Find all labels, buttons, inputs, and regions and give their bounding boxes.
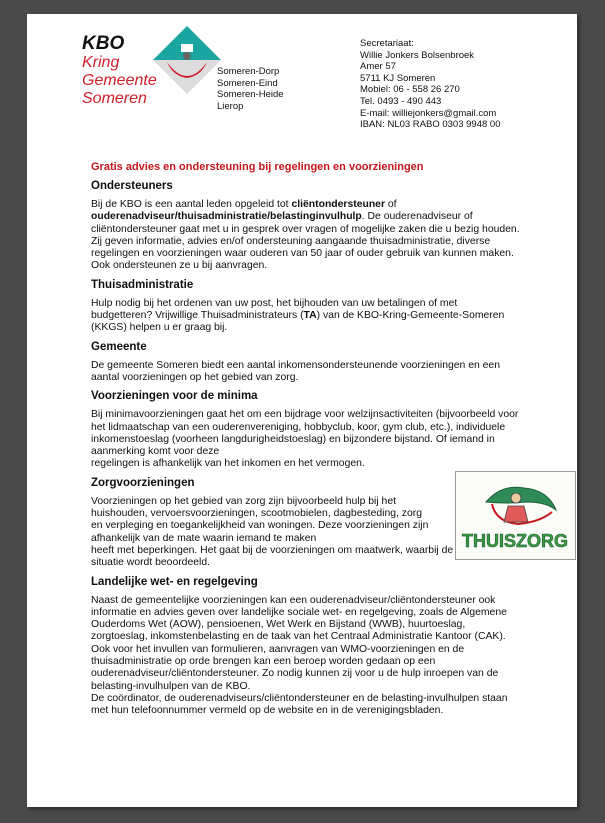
minima-paragraph-end: regelingen is afhankelijk van het inkomen en het vermogen.: [91, 458, 365, 470]
secretariat-name: Willie Jonkers Bolsenbroek: [360, 49, 475, 61]
thuiszorg-illustration: [455, 471, 576, 560]
main-content: [91, 161, 521, 724]
section-title-zorg: Zorgvoorzieningen: [91, 476, 195, 489]
landelijke-paragraph-end: De coördinator, de ouderenadviseurs/cliëntondersteuner en de belasting-invulhulpen staan met hun telefoonnummer vermeld op de website en in de verenigingsbladen.: [91, 692, 508, 717]
intro-heading: Gratis advies en ondersteuning bij regelingen en voorzieningen: [91, 161, 424, 173]
place-item: Lierop: [217, 100, 244, 112]
gemeente-paragraph: De gemeente Someren biedt een aantal inkomensondersteunende voorzieningen en een aantal voorzieningen op het gebied van zorg.: [91, 359, 500, 383]
secretariat-mobile: Mobiel: 06 - 558 26 270: [360, 84, 460, 96]
brand-line-3: Someren: [82, 90, 147, 107]
kbo-logo: [147, 22, 227, 102]
zorg-paragraph: Voorzieningen op het gebied van zorg zijn bijvoorbeeld hulp bij het huishouden, vervoersvoorzieningen, scootmobielen, dagbesteding, zorg en verpleging en toegankelijkheid van woningen. Deze voorzieningen zijn afhankelijk van de mate waarin iemand te maken: [91, 495, 429, 544]
brand-line-2: Gemeente: [82, 72, 157, 89]
place-item: Someren-Heide: [217, 89, 284, 100]
section-title-landelijke: Landelijke wet- en regelgeving: [91, 575, 258, 588]
section-title-minima: Voorzieningen voor de minima: [91, 390, 258, 403]
brand-kbo: KBO: [82, 33, 125, 54]
secretariat-address: [360, 38, 500, 131]
document-page: [27, 14, 577, 807]
svg-text:THUISZORG: THUISZORG: [462, 531, 568, 551]
place-item: Someren-Dorp: [217, 66, 280, 77]
zorg-paragraph-end: heeft met beperkingen. Het gaat bij de voorzieningen om maatwerk, waarbij de specifieke situatie wordt beoordeeld.: [91, 544, 503, 569]
secretariat-phone: Tel. 0493 - 490 443: [360, 95, 442, 107]
place-item: Someren-Eind: [217, 77, 278, 89]
secretariat-heading: Secretariaat:: [360, 38, 414, 49]
secretariat-iban: IBAN: NL03 RABO 0303 9948 00: [360, 119, 501, 131]
secretariat-street: Amer 57: [360, 61, 396, 73]
secretariat-city: 5711 KJ Someren: [360, 72, 436, 84]
minima-paragraph: Bij minimavoorzieningen gaat het om een bijdrage voor welzijnsactiviteiten (bijvoorbeeld voor het lidmaatschap van een ouderenvereniging, hobbyclub, koor, gym club, etc.), individuele inkomenstoeslag (voorheen langdurigheidstoeslag) en bijzondere bijstand. Of iemand in aanmerking komt voor deze: [91, 409, 519, 458]
ondersteuners-paragraph: Bij de KBO is een aantal leden opgeleid tot cliëntondersteuner of ouderenadviseur/thuisadministratie/belastinginvulhulp. De ouderenadviseur of cliëntondersteuner gaat met u in gesprek over vragen of mogelijke zaken die u bezig houden. Zij geven informatie, advies en/of ondersteuning aangaande thuisadministratie, diverse regelingen en voorzieningen waar ouderen van 50 jaar of ouder gebruik van kunnen maken. Ook ondersteunen ze u bij aanvragen.: [91, 199, 520, 272]
thuisadministratie-paragraph: Hulp nodig bij het ordenen van uw post, het bijhouden van uw betalingen of met budgetteren? Vrijwillige Thuisadministrateurs (TA) van de KBO-Kring-Gemeente-Someren (KKGS) helpen u er graag bij.: [91, 297, 505, 334]
place-list: [217, 66, 284, 112]
landelijke-paragraph: Naast de gemeentelijke voorzieningen kan een ouderenadviseur/cliëntondersteuner ook informatie en advies geven over landelijke sociale wet- en regelgeving, zoals de Algemene Ouderdoms Wet (AOW), pensioenen, Wet Werk en Bijstand (WWB), huurtoeslag, zorgtoeslag, inkomstenbelasting en de taak van het Centraal Administratie Kantoor (CAK). Ook voor het invullen van formulieren, aanvragen van WMO-voorzieningen en de thuisadministratie op orde brengen kan een beroep worden gedaan op een ouderenadviseur/cliëntondersteuner. Zo nodig kunnen zij voor u de hulp inroepen van de belasting-invulhulpen van de KBO.: [91, 594, 507, 692]
section-title-gemeente: Gemeente: [91, 340, 147, 353]
brand-line-1: Kring: [82, 54, 120, 71]
secretariat-email: E-mail: williejonkers@gmail.com: [360, 107, 497, 119]
section-title-thuisadministratie: Thuisadministratie: [91, 278, 194, 291]
brand-block: [82, 34, 157, 108]
section-title-ondersteuners: Ondersteuners: [91, 180, 173, 192]
